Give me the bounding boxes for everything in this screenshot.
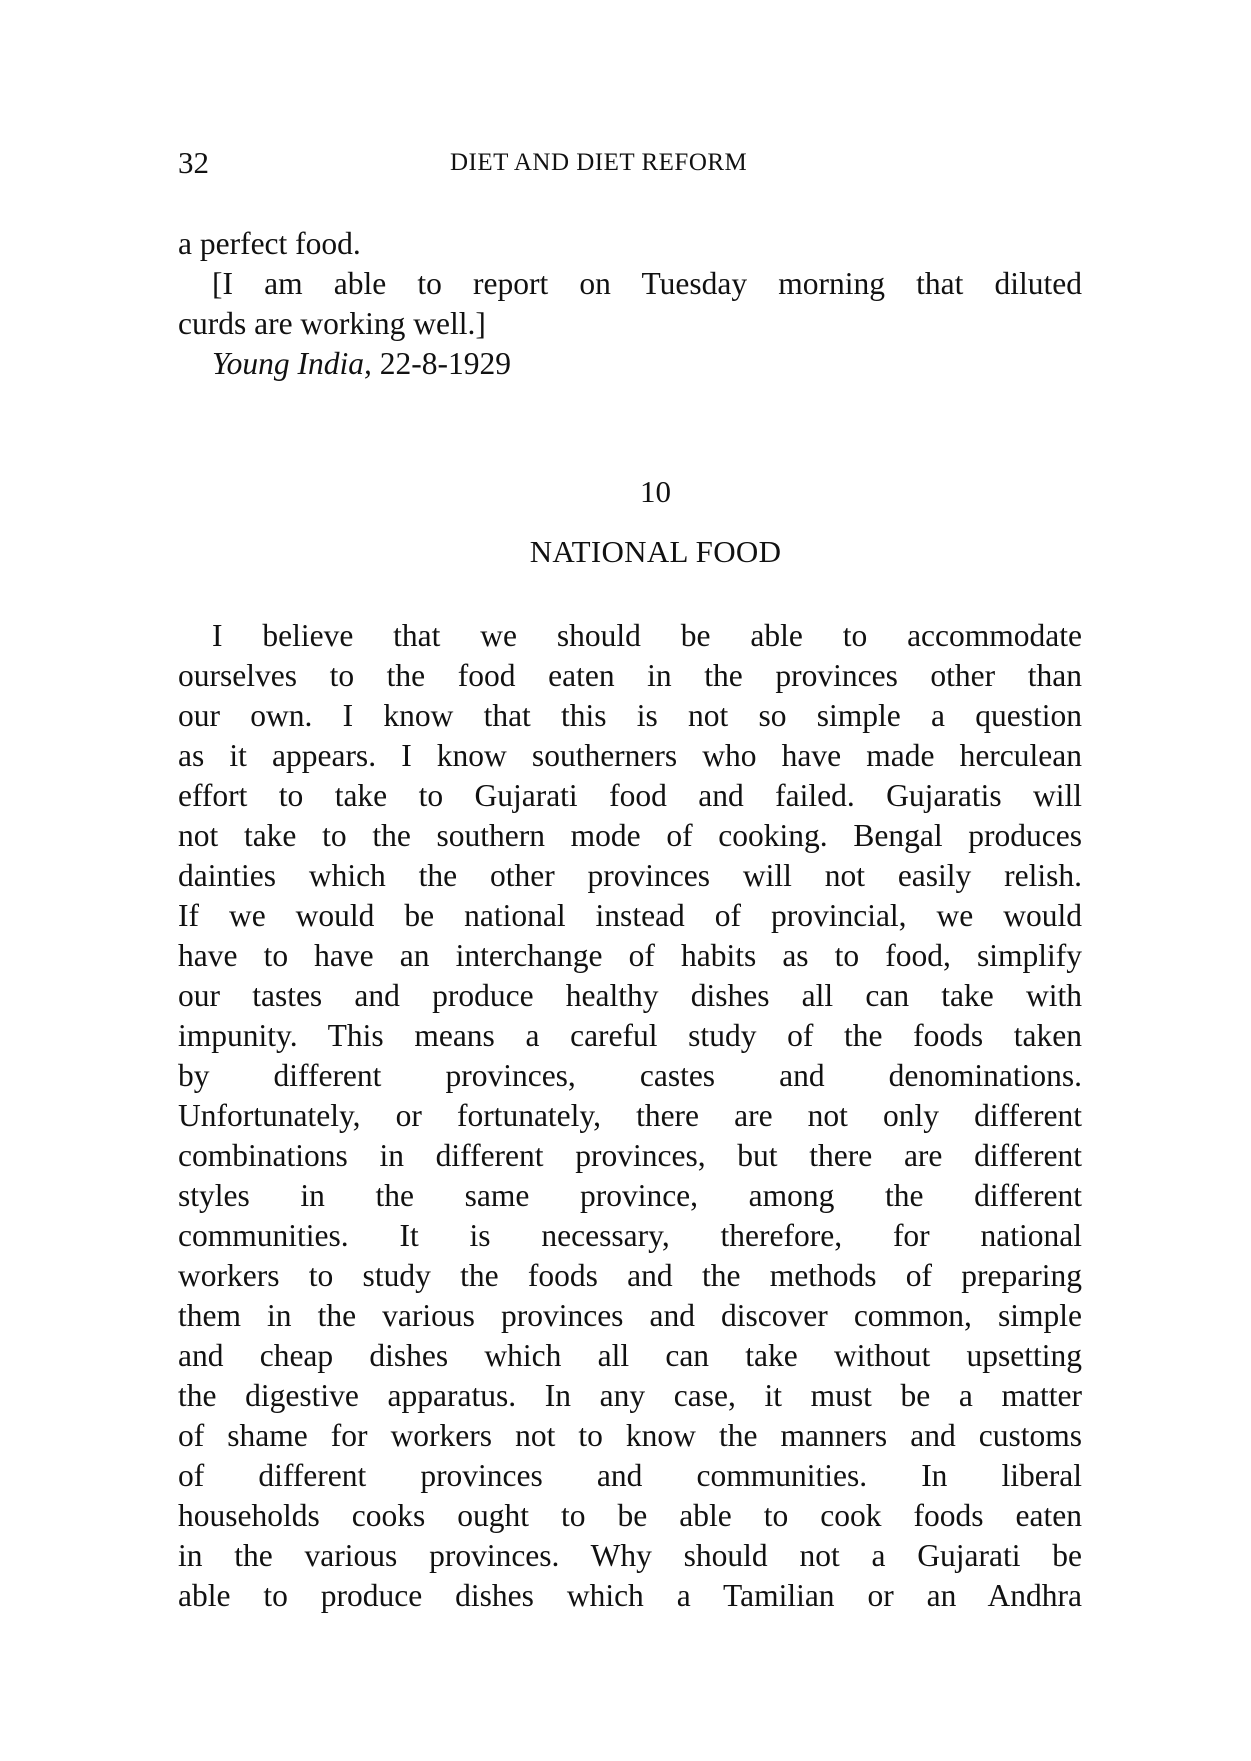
body-line-1: I believe that we should be able to accommodate <box>212 618 1082 653</box>
body-line-15: styles in the same province, among the different <box>178 1178 1082 1213</box>
body-line-7: dainties which the other provinces will not easily relish. <box>178 858 1082 893</box>
source-date: 22-8-1929 <box>379 346 511 381</box>
running-title: DIET AND DIET REFORM <box>450 149 748 176</box>
body-line-17: workers to study the foods and the methods of preparing <box>178 1258 1082 1293</box>
body-line-18: them in the various provinces and discover common, simple <box>178 1298 1082 1333</box>
page-number: 32 <box>178 145 209 180</box>
carryover-line-1: a perfect food. <box>178 226 361 261</box>
body-line-16: communities. It is necessary, therefore, for national <box>178 1218 1082 1253</box>
body-line-19: and cheap dishes which all can take without upsetting <box>178 1338 1082 1373</box>
carryover-passage <box>178 224 1082 384</box>
body-line-3: our own. I know that this is not so simple a question <box>178 698 1082 733</box>
carryover-line-3: curds are working well.] <box>178 306 486 341</box>
body-line-20: the digestive apparatus. In any case, it must be a matter <box>178 1378 1082 1413</box>
source-publication: Young India, <box>212 346 372 381</box>
body-line-5: effort to take to Gujarati food and failed. Gujaratis will <box>178 778 1082 813</box>
source-citation <box>212 344 1082 384</box>
body-line-10: our tastes and produce healthy dishes all can take with <box>178 978 1082 1013</box>
chapter-number: 10 <box>640 474 671 509</box>
chapter-body <box>178 616 1082 1616</box>
body-line-14: combinations in different provinces, but there are different <box>178 1138 1082 1173</box>
body-line-13: Unfortunately, or fortunately, there are not only different <box>178 1098 1082 1133</box>
body-line-9: have to have an interchange of habits as to food, simplify <box>178 938 1082 973</box>
body-line-25: able to produce dishes which a Tamilian or an Andhra <box>178 1578 1082 1613</box>
body-line-23: households cooks ought to be able to cook foods eaten <box>178 1498 1082 1533</box>
body-line-21: of shame for workers not to know the manners and customs <box>178 1418 1082 1453</box>
carryover-line-2: [I am able to report on Tuesday morning that diluted <box>212 266 1082 301</box>
running-head <box>178 143 1088 183</box>
body-line-24: in the various provinces. Why should not a Gujarati be <box>178 1538 1082 1573</box>
body-line-4: as it appears. I know southerners who have made herculean <box>178 738 1082 773</box>
body-line-11: impunity. This means a careful study of the foods taken <box>178 1018 1082 1053</box>
body-line-22: of different provinces and communities. In liberal <box>178 1458 1082 1493</box>
body-line-6: not take to the southern mode of cooking. Bengal produces <box>178 818 1082 853</box>
chapter-title: NATIONAL FOOD <box>529 534 782 569</box>
body-line-12: by different provinces, castes and denominations. <box>178 1058 1082 1093</box>
body-line-2: ourselves to the food eaten in the provinces other than <box>178 658 1082 693</box>
body-line-8: If we would be national instead of provincial, we would <box>178 898 1082 933</box>
